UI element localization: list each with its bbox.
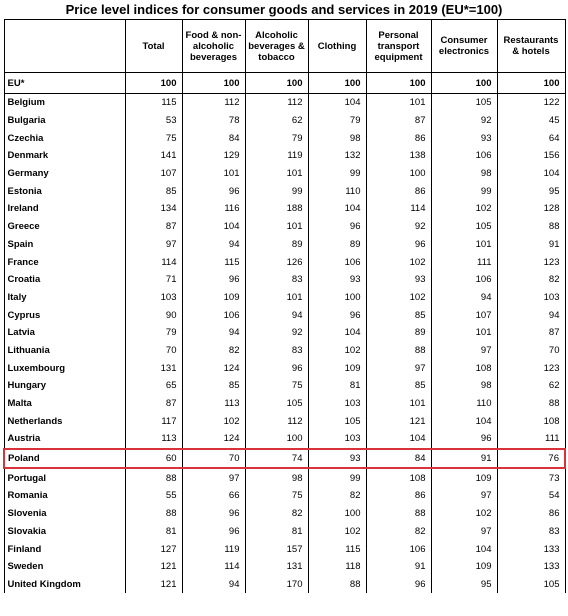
value-cell: 82 [366, 523, 431, 541]
value-cell: 82 [182, 342, 245, 360]
value-cell: 105 [245, 395, 308, 413]
table-row [4, 165, 565, 183]
table-row [4, 129, 565, 147]
value-cell: 102 [431, 505, 497, 523]
country-cell: Slovakia [4, 523, 125, 541]
value-cell: 188 [245, 200, 308, 218]
value-cell: 107 [125, 165, 182, 183]
value-cell: 115 [125, 94, 182, 112]
table-row [4, 430, 565, 449]
value-cell: 123 [497, 253, 565, 271]
value-cell: 85 [366, 306, 431, 324]
country-cell: Romania [4, 487, 125, 505]
value-cell: 101 [245, 165, 308, 183]
value-cell: 86 [366, 129, 431, 147]
value-cell: 101 [366, 94, 431, 112]
table-row [4, 200, 565, 218]
value-cell: 82 [245, 505, 308, 523]
country-cell: Belgium [4, 94, 125, 112]
value-cell: 98 [308, 129, 366, 147]
value-cell: 75 [245, 377, 308, 395]
country-cell: Ireland [4, 200, 125, 218]
table-row [4, 147, 565, 165]
value-cell: 88 [497, 218, 565, 236]
value-cell: 109 [308, 359, 366, 377]
value-cell: 133 [497, 558, 565, 576]
value-cell: 104 [308, 200, 366, 218]
table-row [4, 395, 565, 413]
value-cell: 81 [245, 523, 308, 541]
country-cell: Lithuania [4, 342, 125, 360]
country-cell: Italy [4, 289, 125, 307]
value-cell: 104 [308, 94, 366, 112]
country-cell: Portugal [4, 468, 125, 487]
country-cell: Slovenia [4, 505, 125, 523]
value-cell: 66 [182, 487, 245, 505]
value-cell: 100 [308, 505, 366, 523]
value-cell: 99 [431, 182, 497, 200]
value-cell: 101 [245, 218, 308, 236]
value-cell: 86 [366, 182, 431, 200]
country-cell: United Kingdom [4, 576, 125, 594]
value-cell: 97 [182, 468, 245, 487]
column-header: Alcoholic beverages & tobacco [245, 20, 308, 73]
value-cell: 101 [366, 395, 431, 413]
value-cell: 109 [431, 558, 497, 576]
value-cell: 94 [245, 306, 308, 324]
value-cell: 70 [497, 342, 565, 360]
value-cell: 91 [366, 558, 431, 576]
value-cell: 97 [366, 359, 431, 377]
value-cell: 100 [245, 430, 308, 449]
value-cell: 156 [497, 147, 565, 165]
column-header: Food & non-alcoholic beverages [182, 20, 245, 73]
table-row [4, 576, 565, 594]
value-cell: 97 [125, 236, 182, 254]
value-cell: 89 [245, 236, 308, 254]
value-cell: 111 [497, 430, 565, 449]
value-cell: 96 [366, 576, 431, 594]
value-cell: 88 [125, 505, 182, 523]
value-cell: 103 [497, 289, 565, 307]
value-cell: 104 [431, 412, 497, 430]
country-cell: Malta [4, 395, 125, 413]
table-row [4, 271, 565, 289]
value-cell: 102 [308, 523, 366, 541]
highlighted-row [4, 449, 565, 469]
table-row [4, 412, 565, 430]
value-cell: 92 [366, 218, 431, 236]
value-cell: 86 [366, 487, 431, 505]
value-cell: 91 [497, 236, 565, 254]
value-cell: 128 [497, 200, 565, 218]
value-cell: 70 [125, 342, 182, 360]
value-cell: 96 [366, 236, 431, 254]
value-cell: 105 [497, 576, 565, 594]
country-cell: Cyprus [4, 306, 125, 324]
value-cell: 112 [245, 412, 308, 430]
country-cell: Denmark [4, 147, 125, 165]
value-cell: 88 [366, 342, 431, 360]
value-cell: 87 [125, 218, 182, 236]
country-cell: France [4, 253, 125, 271]
value-cell: 75 [125, 129, 182, 147]
value-cell: 79 [125, 324, 182, 342]
value-cell: 94 [431, 289, 497, 307]
table-row [4, 112, 565, 130]
value-cell: 108 [431, 359, 497, 377]
value-cell: 133 [497, 540, 565, 558]
value-cell: 111 [431, 253, 497, 271]
value-cell: 103 [125, 289, 182, 307]
value-cell: 96 [245, 359, 308, 377]
value-cell: 94 [497, 306, 565, 324]
country-cell: Austria [4, 430, 125, 449]
table-body [4, 73, 565, 594]
value-cell: 96 [182, 523, 245, 541]
column-header-country [4, 20, 125, 73]
table-row [4, 540, 565, 558]
value-cell: 93 [308, 449, 366, 469]
value-cell: 107 [431, 306, 497, 324]
value-cell: 90 [125, 306, 182, 324]
value-cell: 104 [308, 324, 366, 342]
country-cell: Croatia [4, 271, 125, 289]
table-row [4, 523, 565, 541]
value-cell: 94 [182, 576, 245, 594]
value-cell: 54 [497, 487, 565, 505]
value-cell: 89 [366, 324, 431, 342]
value-cell: 92 [245, 324, 308, 342]
value-cell: 79 [308, 112, 366, 130]
table-row [4, 468, 565, 487]
value-cell: 117 [125, 412, 182, 430]
value-cell: 95 [431, 576, 497, 594]
value-cell: 99 [245, 182, 308, 200]
country-cell: Greece [4, 218, 125, 236]
table-row [4, 218, 565, 236]
value-cell: 115 [182, 253, 245, 271]
value-cell: 132 [308, 147, 366, 165]
value-cell: 71 [125, 271, 182, 289]
value-cell: 97 [431, 342, 497, 360]
value-cell: 100 [182, 73, 245, 94]
value-cell: 119 [245, 147, 308, 165]
value-cell: 62 [245, 112, 308, 130]
value-cell: 85 [182, 377, 245, 395]
value-cell: 84 [366, 449, 431, 469]
value-cell: 95 [497, 182, 565, 200]
value-cell: 106 [308, 253, 366, 271]
value-cell: 64 [497, 129, 565, 147]
value-cell: 104 [431, 540, 497, 558]
value-cell: 88 [308, 576, 366, 594]
value-cell: 99 [308, 165, 366, 183]
value-cell: 112 [182, 94, 245, 112]
value-cell: 113 [125, 430, 182, 449]
value-cell: 75 [245, 487, 308, 505]
value-cell: 92 [431, 112, 497, 130]
table-row [4, 236, 565, 254]
column-header: Clothing [308, 20, 366, 73]
value-cell: 87 [366, 112, 431, 130]
value-cell: 131 [245, 558, 308, 576]
price-level-table [3, 19, 566, 593]
value-cell: 83 [245, 342, 308, 360]
value-cell: 106 [366, 540, 431, 558]
value-cell: 87 [497, 324, 565, 342]
value-cell: 102 [308, 342, 366, 360]
value-cell: 82 [308, 487, 366, 505]
table-row [4, 253, 565, 271]
value-cell: 98 [431, 377, 497, 395]
value-cell: 106 [431, 147, 497, 165]
value-cell: 115 [308, 540, 366, 558]
value-cell: 122 [497, 94, 565, 112]
value-cell: 110 [308, 182, 366, 200]
value-cell: 96 [308, 218, 366, 236]
value-cell: 138 [366, 147, 431, 165]
value-cell: 83 [497, 523, 565, 541]
value-cell: 114 [182, 558, 245, 576]
table-row [4, 94, 565, 112]
value-cell: 96 [431, 430, 497, 449]
value-cell: 121 [366, 412, 431, 430]
value-cell: 108 [366, 468, 431, 487]
value-cell: 121 [125, 576, 182, 594]
value-cell: 94 [182, 236, 245, 254]
value-cell: 114 [366, 200, 431, 218]
table-row [4, 505, 565, 523]
value-cell: 97 [431, 487, 497, 505]
country-cell: Hungary [4, 377, 125, 395]
column-header: Restaurants & hotels [497, 20, 565, 73]
value-cell: 81 [308, 377, 366, 395]
value-cell: 97 [431, 523, 497, 541]
value-cell: 129 [182, 147, 245, 165]
value-cell: 45 [497, 112, 565, 130]
value-cell: 87 [125, 395, 182, 413]
table-row [4, 306, 565, 324]
country-cell: Poland [4, 449, 125, 469]
value-cell: 53 [125, 112, 182, 130]
value-cell: 96 [182, 505, 245, 523]
value-cell: 101 [431, 324, 497, 342]
value-cell: 102 [366, 289, 431, 307]
value-cell: 85 [125, 182, 182, 200]
value-cell: 100 [125, 73, 182, 94]
value-cell: 96 [182, 182, 245, 200]
value-cell: 126 [245, 253, 308, 271]
value-cell: 60 [125, 449, 182, 469]
country-cell: Latvia [4, 324, 125, 342]
table-row [4, 289, 565, 307]
value-cell: 98 [245, 468, 308, 487]
table-row [4, 377, 565, 395]
value-cell: 123 [497, 359, 565, 377]
value-cell: 124 [182, 430, 245, 449]
value-cell: 106 [431, 271, 497, 289]
value-cell: 119 [182, 540, 245, 558]
value-cell: 104 [366, 430, 431, 449]
value-cell: 82 [497, 271, 565, 289]
value-cell: 88 [366, 505, 431, 523]
value-cell: 88 [125, 468, 182, 487]
value-cell: 114 [125, 253, 182, 271]
value-cell: 105 [431, 94, 497, 112]
value-cell: 93 [308, 271, 366, 289]
value-cell: 116 [182, 200, 245, 218]
value-cell: 100 [308, 289, 366, 307]
value-cell: 127 [125, 540, 182, 558]
value-cell: 81 [125, 523, 182, 541]
value-cell: 93 [366, 271, 431, 289]
value-cell: 65 [125, 377, 182, 395]
value-cell: 100 [497, 73, 565, 94]
value-cell: 157 [245, 540, 308, 558]
country-cell: Germany [4, 165, 125, 183]
value-cell: 55 [125, 487, 182, 505]
column-header: Personal transport equipment [366, 20, 431, 73]
country-cell: Czechia [4, 129, 125, 147]
country-cell: Netherlands [4, 412, 125, 430]
column-header: Total [125, 20, 182, 73]
value-cell: 70 [182, 449, 245, 469]
value-cell: 112 [245, 94, 308, 112]
value-cell: 62 [497, 377, 565, 395]
table-row [4, 487, 565, 505]
value-cell: 88 [497, 395, 565, 413]
value-cell: 141 [125, 147, 182, 165]
table-title: Price level indices for consumer goods and services in 2019 (EU*=100) [65, 2, 503, 17]
value-cell: 118 [308, 558, 366, 576]
value-cell: 106 [182, 306, 245, 324]
value-cell: 102 [366, 253, 431, 271]
value-cell: 96 [182, 271, 245, 289]
value-cell: 85 [366, 377, 431, 395]
header-row [4, 20, 565, 73]
country-cell: Spain [4, 236, 125, 254]
value-cell: 109 [182, 289, 245, 307]
value-cell: 102 [182, 412, 245, 430]
value-cell: 101 [182, 165, 245, 183]
value-cell: 100 [245, 73, 308, 94]
country-cell: EU* [4, 73, 125, 94]
value-cell: 76 [497, 449, 565, 469]
table-row [4, 342, 565, 360]
value-cell: 83 [245, 271, 308, 289]
value-cell: 170 [245, 576, 308, 594]
value-cell: 94 [182, 324, 245, 342]
value-cell: 99 [308, 468, 366, 487]
value-cell: 104 [497, 165, 565, 183]
table-row [4, 359, 565, 377]
value-cell: 110 [431, 395, 497, 413]
country-cell: Finland [4, 540, 125, 558]
value-cell: 131 [125, 359, 182, 377]
eu-row [4, 73, 565, 94]
value-cell: 91 [431, 449, 497, 469]
value-cell: 89 [308, 236, 366, 254]
value-cell: 98 [431, 165, 497, 183]
value-cell: 100 [431, 73, 497, 94]
country-cell: Luxembourg [4, 359, 125, 377]
value-cell: 101 [431, 236, 497, 254]
country-cell: Bulgaria [4, 112, 125, 130]
value-cell: 100 [366, 73, 431, 94]
country-cell: Estonia [4, 182, 125, 200]
value-cell: 113 [182, 395, 245, 413]
value-cell: 74 [245, 449, 308, 469]
value-cell: 124 [182, 359, 245, 377]
value-cell: 104 [182, 218, 245, 236]
table-row [4, 182, 565, 200]
value-cell: 73 [497, 468, 565, 487]
value-cell: 108 [497, 412, 565, 430]
country-cell: Sweden [4, 558, 125, 576]
column-header: Consumer electronics [431, 20, 497, 73]
value-cell: 105 [308, 412, 366, 430]
value-cell: 78 [182, 112, 245, 130]
table-row [4, 558, 565, 576]
value-cell: 134 [125, 200, 182, 218]
value-cell: 84 [182, 129, 245, 147]
value-cell: 96 [308, 306, 366, 324]
value-cell: 93 [431, 129, 497, 147]
value-cell: 101 [245, 289, 308, 307]
table-row [4, 324, 565, 342]
value-cell: 105 [431, 218, 497, 236]
value-cell: 100 [366, 165, 431, 183]
value-cell: 109 [431, 468, 497, 487]
value-cell: 103 [308, 395, 366, 413]
value-cell: 102 [431, 200, 497, 218]
value-cell: 103 [308, 430, 366, 449]
value-cell: 79 [245, 129, 308, 147]
value-cell: 121 [125, 558, 182, 576]
value-cell: 100 [308, 73, 366, 94]
value-cell: 86 [497, 505, 565, 523]
